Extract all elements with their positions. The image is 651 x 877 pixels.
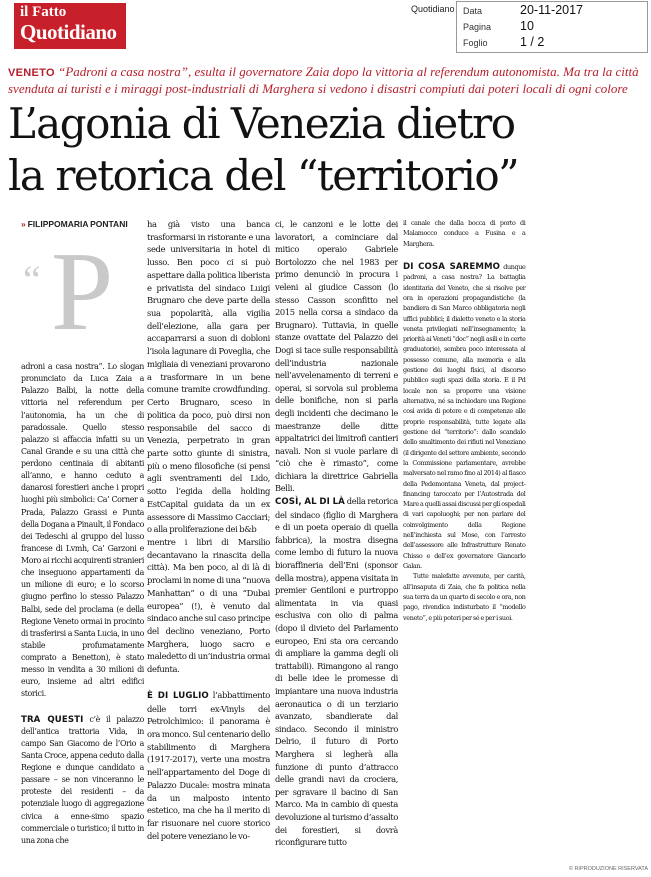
drop-cap-space [21, 230, 144, 361]
kicker-text: “Padroni a casa nostra”, esulta il governatore Zaia dopo la vittoria al referendum autonomista. Ma tra la città svenduta ai turisti e i miraggi post-industriali di Marghera si vedono i disastri compiuti dai poteri locali di ogni colore [8, 64, 639, 96]
byline-arrow: » [21, 219, 26, 229]
column-3-paragraph-1: ci, le canzoni e le lotte dei lavoratori, a cominciare dal mitico operaio Gabriele Bortolozzo che nel 1983 per primo denunciò in procura i veleni al giudice Casson (lo stesso Casson sconfitto nel 2015 nella corsa a sindaco da Brugnaro). Tuttavia, in quelle stanze ovattate del Palazzo dei Dogi si tace sulle responsabilità dell’industria nazionale nell’avvelenamento di terreni e operai, si sorvola sul problema delle bonifiche, non si parla degli incidenti che decimano le maestranze delle ditte appaltatrici dei limitrofi cantieri navali. Non si vuole parlare di “ciò che è rimasto”, come dichiara la direttrice Gabriella Belli. [275, 219, 398, 494]
article-column-3 [275, 218, 398, 849]
column-4-paragraph-3: Tutte malefatte avvenute, per carità, all’insaputa di Zaia, che fa politica nella sua terra da un quarto di secolo e ora, non pago, rivendica indisturbato il “modello veneto”, e più poteri per sé e per i suoi. [403, 572, 526, 622]
article-headline [8, 98, 648, 202]
meta-date-value: 20-11-2017 [520, 3, 584, 17]
column-4-paragraph-2 [403, 262, 526, 571]
paragraph-gap [21, 701, 144, 714]
copyright-notice: © RIPRODUZIONE RISERVATA [568, 866, 648, 872]
column-1-paragraph-2 [21, 714, 144, 847]
drop-cap-letter: P [51, 230, 114, 354]
paragraph-lead-in: È DI LUGLIO [147, 690, 209, 701]
meta-date-label: Data [463, 6, 483, 16]
paragraph-text: dunque padroni, a casa nostra? La battaglia identitaria del Veneto, che si risolve per ora in operazioni propagandistiche (la bandiera di San Marco obbligatoria negli uffici pubblici; il dialetto veneto e la storia veneta privilegiati nell’insegnamento; la priorità ai Veneti “doc” negli asili e in certe graduatorie), sembra poco interessata al possesso comune, alla memoria e alla gestione dei luoghi fisici, al discorso pubblico sugli spazi della storia. E il Pd locale non sa proporre una visione alternativa, né sa inchiodare una Regione così avida di potere e di competenze alle proprie responsabilità, tutte legate alla gestione del “territorio”: dallo scandalo dello smaltimento dei rifiuti nel Veneziano (il dirigente del settore ambiente, secondo la Commissione parlamentare, avrebbe malversato nel ramo fino al 2014) al fiasco della Pedemontana Veneta, dal project-financing taroccato per l’Autostrada del Mare a quelli assai discussi per gli ospedali di vari capoluoghi; per non parlare del coinvolgimento della Regione nell’inchiesta sul Mose, con l’arresto dell’assessore alle Infrastrutture Renato Chisso e dell’ex governatore Giancarlo Galan. [403, 262, 526, 570]
headline-line-2: la retorica del “territorio” [8, 151, 519, 200]
paragraph-text: l’abbattimento delle torri ex-Vinyls del Petrolchimico: il panorama è ora monco. Sul centenario dello stabilimento di Marghera (1917-2017), verte una mostra nell’appartamento del Doge di Palazzo Ducale: mostra minata da un malposto intento estetico, ma che ha il merito di far risuonare nel cuore storico del potere veneziano le vo- [147, 689, 270, 841]
byline [21, 218, 144, 234]
column-2-paragraph-3 [147, 689, 270, 843]
paragraph-lead-in: TRA QUESTI [21, 714, 84, 725]
article-column-1 [21, 218, 144, 847]
meta-row-sheet [463, 35, 643, 51]
kicker-tag: VENETO [8, 67, 55, 79]
column-4-paragraph-1: il canale che dalla bocca di porto di Malamocco conduce a Fusina e a Marghera. [403, 219, 526, 248]
publication-type-label: Quotidiano [411, 4, 455, 14]
paragraph-lead-in: DI COSA SAREMMO [403, 261, 501, 272]
paragraph-text: della retorica del sindaco (figlio di Marghera e di un poeta operaio di quella fabbrica), la mostra disegna come lembo di futuro la nuova bioraffineria dell’Eni (sponsor della mostra), appena visitata in premier Gentiloni e purtroppo alimentata in via quasi esclusiva con olio di palma (dopo il divieto del Parlamento europeo, Eni sta ora cercando di ampliare la gamma degli oli trattabili). Rimangono al rango di belle idee le promesse di impiantare una nuova industria aeronautica o di un terziario avanzato, sbandierate dal sindaco. Secondo il ministro Delrio, il futuro di Porto Marghera si legherà alla funzione di punto d’attracco delle grandi navi da crociera, per sgravare il bacino di San Marco. Ma in cambio di questa devoluzione al turismo d’assalto dei forestieri, si dovrà riconfigurare tutto [275, 496, 398, 848]
column-2-paragraph-2: mentre i libri di Marsilio decantavano la rinascita della città). Ma ben poco, al di là di proclami in nome di una “nuova Manhattan” o di una “Dubai europea” (!), è venuto dal sindaco anche sul caso principe del declino veneziano, Porto Marghera, luogo sacro e maledetto di un’industria ormai defunta. [147, 536, 270, 675]
paragraph-gap [147, 676, 270, 689]
meta-sheet-label: Foglio [463, 38, 488, 48]
meta-sheet-value: 1 / 2 [520, 35, 545, 49]
newspaper-logo [14, 3, 126, 49]
drop-cap-quote: “ [23, 257, 41, 302]
article-column-2 [147, 218, 270, 843]
meta-page-label: Pagina [463, 22, 492, 32]
headline-line-1: L’agonia di Venezia dietro [8, 99, 515, 148]
column-1-paragraph-1: adroni a casa nostra”. Lo slogan pronunciato da Luca Zaia a Palazzo Balbi, la notte della vittoria nel referendum per l’autonomia, ha un che di paradossale. Quello stesso palazzo si affaccia infatti su un Canal Grande e su una città che perdono centinaia di abitanti all’anno, e hanno ceduto a danarosi forestieri anche i propri luoghi più simbolici: Ca’ Corner a Prada, Palazzo Grassi e Punta della Dogana a Pinault, il Fondaco dei Tedeschi al gruppo del lusso francese di Lvmh, Ca’ Garzoni e Moro ai ricchi acquirenti stranieri che inseguono appartamenti da un milione di euro; e lo scorso giugno perfino lo stesso Palazzo Balbi, sede del proclama (e della Regione Veneto ormai in procinto di trasferirsi a Santa Lucia, in uno stabile profumatamente comprato a Benetton), è stato messo in vendita a 30 milioni di euro, insieme ad altri edifici storici. [21, 362, 144, 699]
logo-line-2: Quotidiano [20, 20, 117, 44]
paragraph-gap [403, 249, 526, 262]
paragraph-lead-in: COSÌ, AL DI LÀ [275, 497, 345, 508]
byline-author: FILIPPOMARIA PONTANI [27, 219, 128, 229]
column-3-paragraph-2 [275, 495, 398, 849]
meta-page-value: 10 [520, 19, 534, 33]
meta-row-date [463, 3, 643, 19]
column-2-paragraph-1: ha già visto una banca trasformarsi in ristorante e una sede universitaria in hotel di lusso. Ben poco ci si può aspettare dalla politica liberista e privatista del sindaco Luigi Brugnaro che deve parte della sua popolarità, alla vigilia dell’elezione, alla gara per accaparrarsi a suon di dobloni l’isola lagunare di Poveglia, che migliaia di veneziani provarono a trasformare in un bene comune tramite crowdfunding. Certo Brugnaro, sceso in politica da poco, può dirsi non responsabile del sacco di Venezia, perpetrato in gran parte sotto giunte di sinistra, più o meno filosofiche (si pensi agli sventramenti del Lido, sotto l’egida della holding EstCapital guidata da un ex assessore di Massimo Cacciari; o alla proliferazione dei b&b [147, 219, 270, 535]
meta-row-page [463, 19, 643, 35]
paragraph-text: c’è il palazzo dell’antica trattoria Vida, in campo San Giacomo de l’Orio a Santa Croce, appena ceduto dalla Regione e dunque candidato a passare – se non vinceranno le proteste dei residenti – da potenziale luogo di aggregazione civica a enne-simo spazio commerciale o turistico; il tutto in una zona che [21, 714, 144, 845]
article-kicker [8, 64, 646, 97]
logo-line-1: il Fatto [20, 4, 67, 20]
article-column-4 [403, 218, 648, 862]
clipping-metadata-box [456, 1, 648, 53]
